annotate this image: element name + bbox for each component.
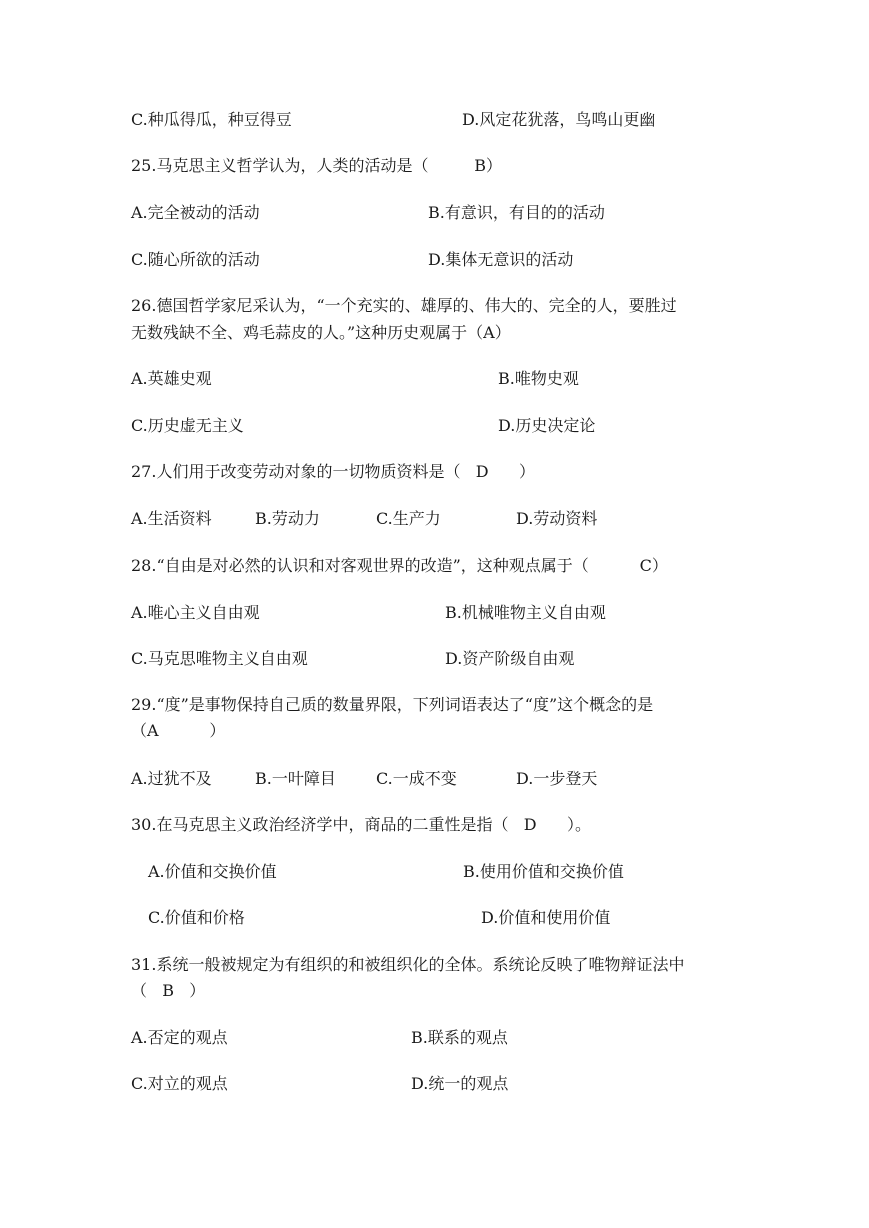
q27-stem: 27.人们用于改变劳动对象的一切物质资料是（ D ）: [131, 462, 536, 481]
q31-option-d: D.统一的观点: [411, 1074, 509, 1093]
q27-option-a: A.生活资料: [131, 509, 212, 528]
q25-option-c: C.随心所欲的活动: [131, 250, 260, 269]
q26-stem-line2: 无数残缺不全、鸡毛蒜皮的人。”这种历史观属于（A）: [131, 323, 511, 342]
q26-option-c: C.历史虚无主义: [131, 416, 244, 435]
q25-option-a: A.完全被动的活动: [131, 203, 260, 222]
q26-option-a: A.英雄史观: [131, 369, 212, 388]
q26-option-b: B.唯物史观: [498, 369, 579, 388]
q29-stem-line2: （A ）: [131, 721, 226, 740]
q24-option-c: C.种瓜得瓜，种豆得豆: [131, 110, 292, 129]
q31-stem-line2: （ B ）: [131, 981, 206, 1000]
q27-option-b: B.劳动力: [255, 509, 320, 528]
q29-stem-line1: 29.“度”是事物保持自己质的数量界限，下列词语表达了“度”这个概念的是: [131, 695, 654, 714]
q30-stem: 30.在马克思主义政治经济学中，商品的二重性是指（ D ）。: [131, 815, 592, 834]
q31-option-c: C.对立的观点: [131, 1074, 228, 1093]
q29-option-b: B.一叶障目: [255, 769, 336, 788]
q31-option-a: A.否定的观点: [131, 1028, 228, 1047]
q30-option-d: D.价值和使用价值: [481, 908, 611, 927]
q29-option-c: C.一成不变: [376, 769, 457, 788]
q25-option-d: D.集体无意识的活动: [428, 250, 574, 269]
q27-option-d: D.劳动资料: [516, 509, 598, 528]
q25-stem: 25.马克思主义哲学认为，人类的活动是（ B）: [131, 156, 502, 175]
q25-option-b: B.有意识，有目的的活动: [428, 203, 605, 222]
q30-option-a: A.价值和交换价值: [148, 862, 277, 881]
q30-option-c: C.价值和价格: [148, 908, 245, 927]
q29-option-a: A.过犹不及: [131, 769, 212, 788]
q26-option-d: D.历史决定论: [498, 416, 596, 435]
q31-option-b: B.联系的观点: [411, 1028, 508, 1047]
q24-option-d: D.风定花犹落，鸟鸣山更幽: [462, 110, 656, 129]
q28-option-a: A.唯心主义自由观: [131, 603, 260, 622]
q28-option-d: D.资产阶级自由观: [445, 649, 575, 668]
q30-option-b: B.使用价值和交换价值: [463, 862, 624, 881]
q28-option-b: B.机械唯物主义自由观: [445, 603, 606, 622]
q26-stem-line1: 26.德国哲学家尼采认为，“一个充实的、雄厚的、伟大的、完全的人，要胜过: [131, 296, 677, 315]
q29-option-d: D.一步登天: [516, 769, 598, 788]
q28-stem: 28.“自由是对必然的认识和对客观世界的改造”，这种观点属于（ C）: [131, 556, 668, 575]
q31-stem-line1: 31.系统一般被规定为有组织的和被组织化的全体。系统论反映了唯物辩证法中: [131, 955, 685, 974]
q27-option-c: C.生产力: [376, 509, 441, 528]
q28-option-c: C.马克思唯物主义自由观: [131, 649, 308, 668]
